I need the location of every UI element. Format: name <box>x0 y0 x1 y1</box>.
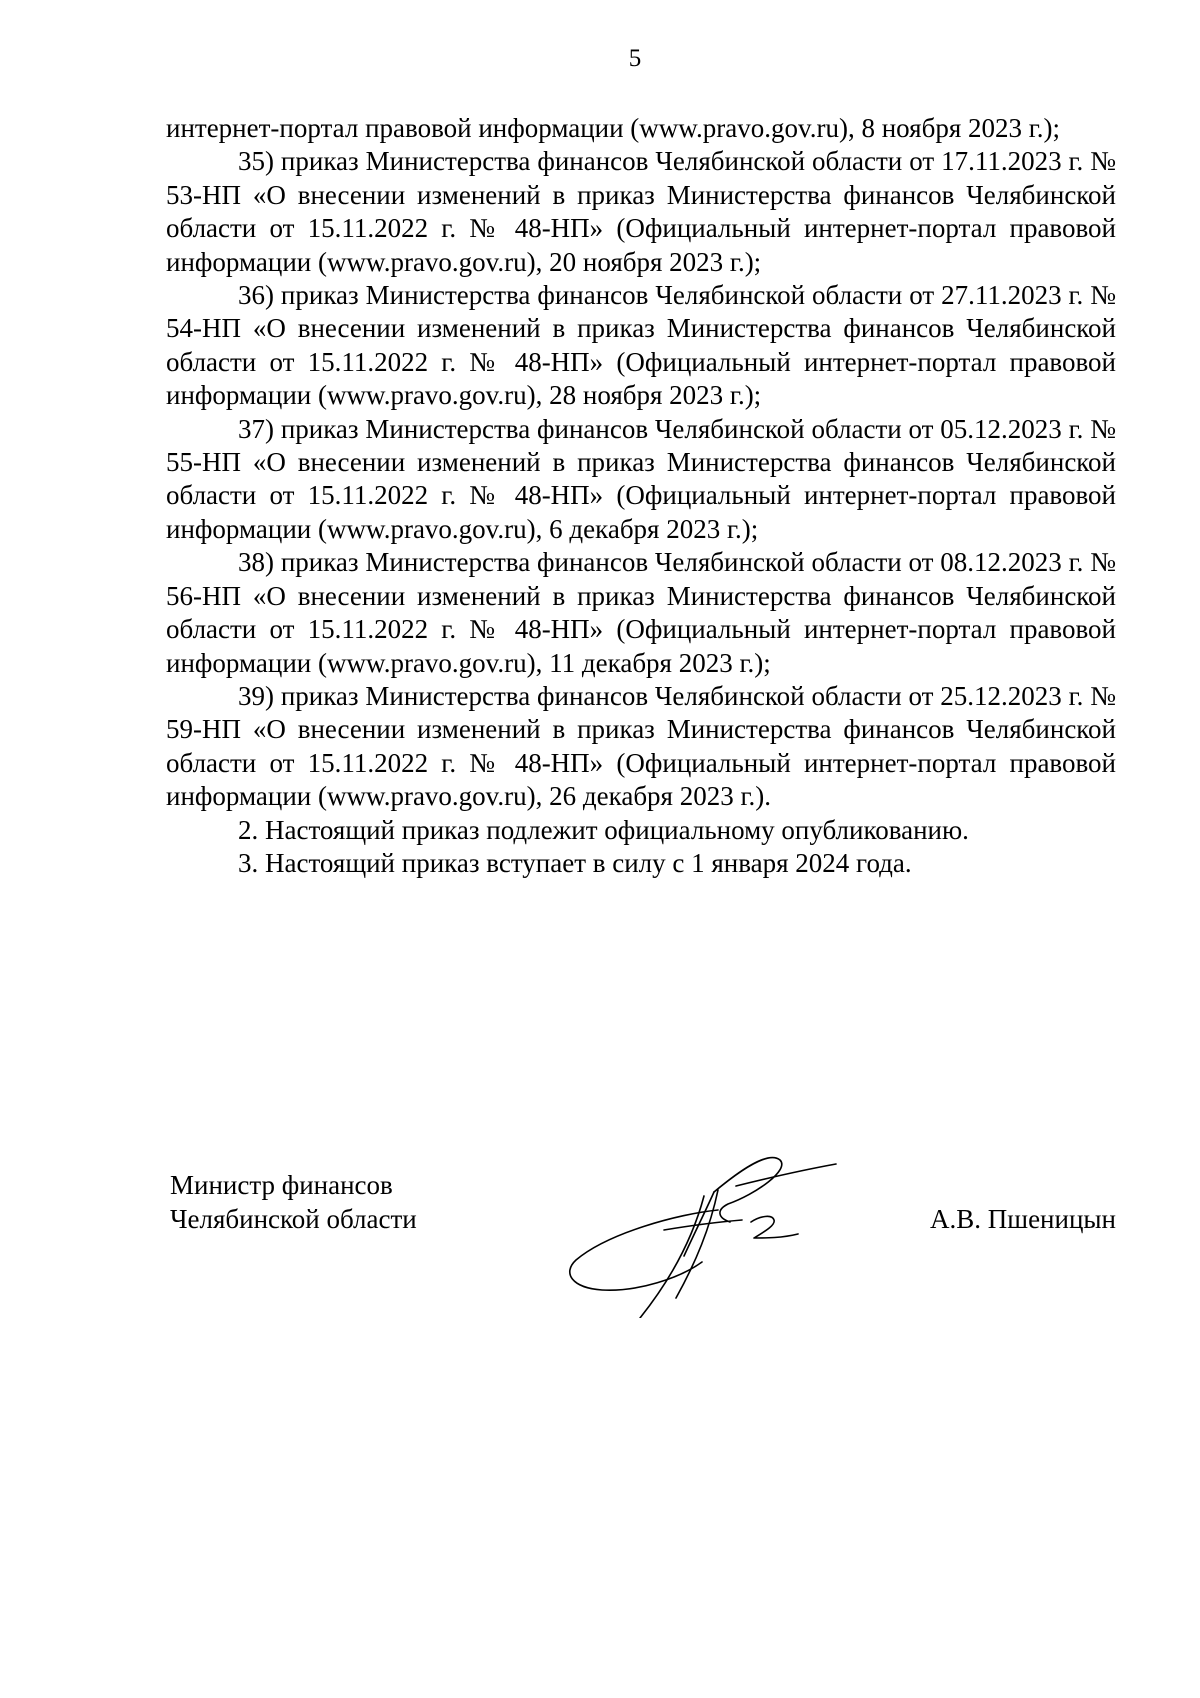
list-item-35: 35) приказ Министерства финансов Челябинской области от 17.11.2023 г. № 53-НП «О внесении изменений в приказ Министерства финансов Челябинской области от 15.11.2022 г. № 48-НП» (Официальный интернет-портал правовой информации (www.pravo.gov.ru), 20 ноября 2023 г.); <box>166 146 1116 277</box>
page-number: 5 <box>628 45 642 72</box>
handwritten-signature <box>568 1138 868 1318</box>
list-item-37: 37) приказ Министерства финансов Челябинской области от 05.12.2023 г. № 55-НП «О внесении изменений в приказ Министерства финансов Челябинской области от 15.11.2022 г. № 48-НП» (Официальный интернет-портал правовой информации (www.pravo.gov.ru), 6 декабря 2023 г.); <box>166 413 1116 544</box>
signature-block <box>170 1168 1116 1318</box>
signer-position <box>170 1168 417 1236</box>
signer-position-line-2: Челябинской области <box>170 1204 417 1234</box>
list-item-36: 36) приказ Министерства финансов Челябинской области от 27.11.2023 г. № 54-НП «О внесении изменений в приказ Министерства финансов Челябинской области от 15.11.2022 г. № 48-НП» (Официальный интернет-портал правовой информации (www.pravo.gov.ru), 28 ноября 2023 г.); <box>166 280 1116 411</box>
paragraph-continuation: интернет-портал правовой информации (www.pravo.gov.ru), 8 ноября 2023 г.); <box>166 113 1061 143</box>
list-item-38: 38) приказ Министерства финансов Челябинской области от 08.12.2023 г. № 56-НП «О внесении изменений в приказ Министерства финансов Челябинской области от 15.11.2022 г. № 48-НП» (Официальный интернет-портал правовой информации (www.pravo.gov.ru), 11 декабря 2023 г.); <box>166 547 1116 678</box>
signer-name: А.В. Пшеницын <box>930 1204 1116 1234</box>
signer-position-line-1: Министр финансов <box>170 1170 393 1200</box>
document-body <box>166 112 1116 880</box>
clause-3-effective-date: 3. Настоящий приказ вступает в силу с 1 января 2024 года. <box>238 847 912 878</box>
list-item-39: 39) приказ Министерства финансов Челябинской области от 25.12.2023 г. № 59-НП «О внесении изменений в приказ Министерства финансов Челябинской области от 15.11.2022 г. № 48-НП» (Официальный интернет-портал правовой информации (www.pravo.gov.ru), 26 декабря 2023 г.). <box>166 680 1116 812</box>
clause-2-publication: 2. Настоящий приказ подлежит официальному опубликованию. <box>238 814 969 845</box>
